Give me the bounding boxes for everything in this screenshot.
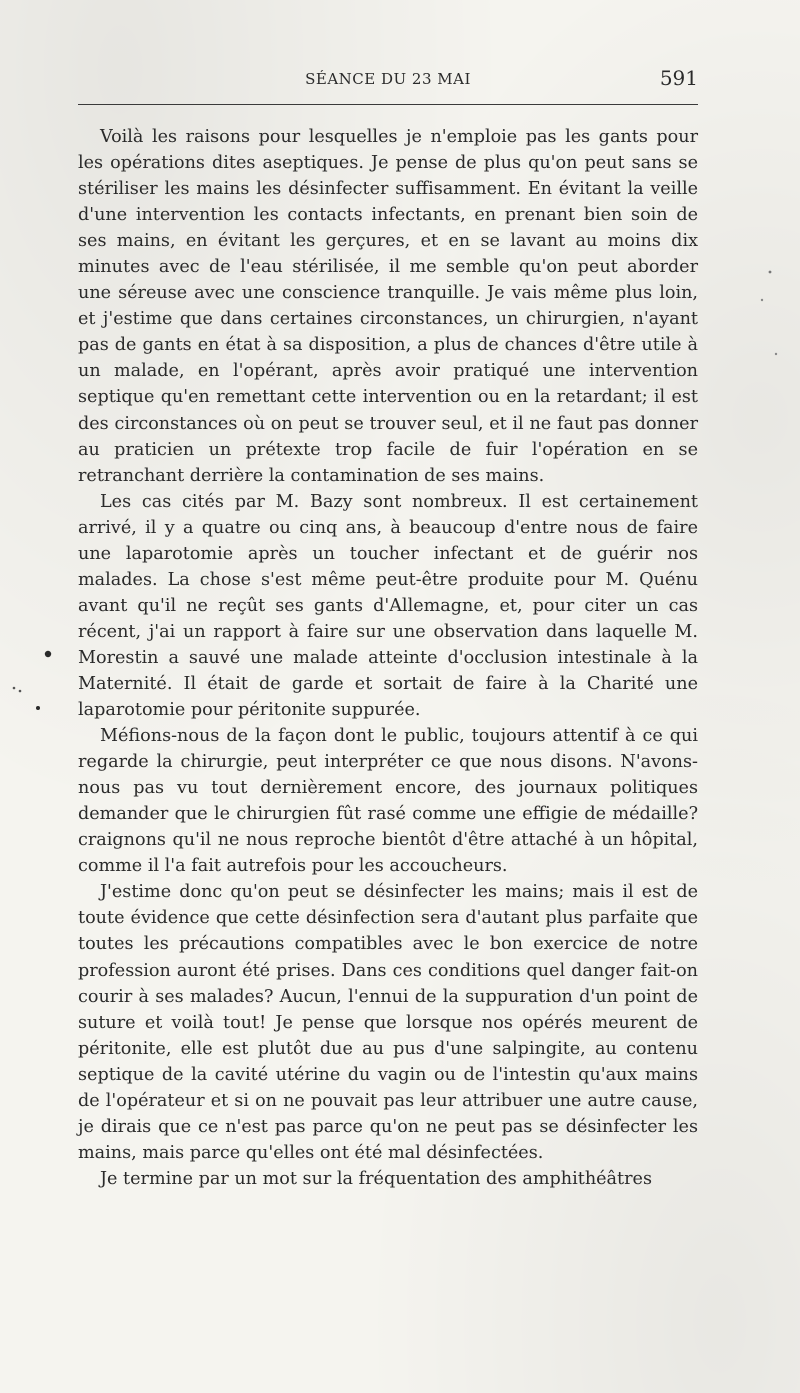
paragraph: Méfions-nous de la façon dont le public, toujours attentif à ce qui regarde la chirurgie, peut interpréter ce que nous disons. N'avons-nous pas vu tout dernièrement encore, des journaux politiques demander que le chirurgien fût rasé comme une effigie de médaille? craignons qu'il ne nous reproche bientôt d'être attaché à un hôpital, comme il l'a fait autrefois pour les accoucheurs. — [78, 726, 698, 877]
ink-speck — [19, 690, 22, 693]
running-title: SÉANCE DU 23 MAI — [305, 70, 471, 88]
paragraph: Je termine par un mot sur la fréquentation des amphithéâtres — [100, 1168, 652, 1189]
ink-speck — [13, 687, 16, 690]
ink-speck — [45, 651, 51, 657]
running-head — [78, 66, 698, 96]
body-text — [78, 124, 698, 1192]
page-number: 591 — [659, 66, 698, 90]
ink-speck — [775, 353, 777, 355]
ink-speck — [36, 706, 40, 710]
paragraph: J'estime donc qu'on peut se désinfecter les mains; mais il est de toute évidence que cette désinfection sera d'autant plus parfaite que toutes les précautions compatibles avec le bon exercice de notre profession auront été prises. Dans ces conditions quel danger fait-on courir à ses malades? Aucun, l'ennui de la suppuration d'un point de suture et voilà tout! Je pense que lorsque nos opérés meurent de péritonite, elle est plutôt due au pus d'une salpingite, au contenu septique de la cavité utérine du vagin ou de l'intestin qu'aux mains de l'opérateur et si on ne pouvait pas leur attribuer une autre cause, je dirais que ce n'est pas parce qu'on ne peut pas se désinfecter les mains, mais parce qu'elles ont été mal désinfectées. — [78, 882, 698, 1163]
header-rule — [78, 104, 698, 105]
paragraph: Voilà les raisons pour lesquelles je n'emploie pas les gants pour les opérations dites aseptiques. Je pense de plus qu'on peut sans se stériliser les mains les désinfecter suffisamment. En évitant la veille d'une intervention les contacts infectants, en prenant bien soin de ses mains, en évitant les gerçures, et en se lavant au moins dix minutes avec de l'eau stérilisée, il me semble qu'on peut aborder une séreuse avec une conscience tranquille. Je vais même plus loin, et j'estime que dans certaines circonstances, un chirurgien, n'ayant pas de gants en état à sa disposition, a plus de chances d'être utile à un malade, en l'opérant, après avoir pratiqué une intervention septique qu'en remettant cette intervention ou en la retardant; il est des circonstances où on peut se trouver seul, et il ne faut pas donner au praticien un prétexte trop facile de fuir l'opération en se retranchant derrière la contamination de ses mains. — [78, 127, 698, 486]
ink-speck — [761, 299, 763, 301]
paragraph: Les cas cités par M. Bazy sont nombreux. Il est certainement arrivé, il y a quatre ou cinq ans, à beaucoup d'entre nous de faire une laparotomie après un toucher infectant et de guérir nos malades. La chose s'est même peut-être produite pour M. Quénu avant qu'il ne reçût ses gants d'Allemagne, et, pour citer un cas récent, j'ai un rapport à faire sur une observation dans laquelle M. Morestin a sauvé une malade atteinte d'occlusion intestinale à la Maternité. Il était de garde et sortait de faire à la Charité une laparotomie pour péritonite suppurée. — [78, 491, 698, 721]
ink-speck — [769, 271, 772, 274]
